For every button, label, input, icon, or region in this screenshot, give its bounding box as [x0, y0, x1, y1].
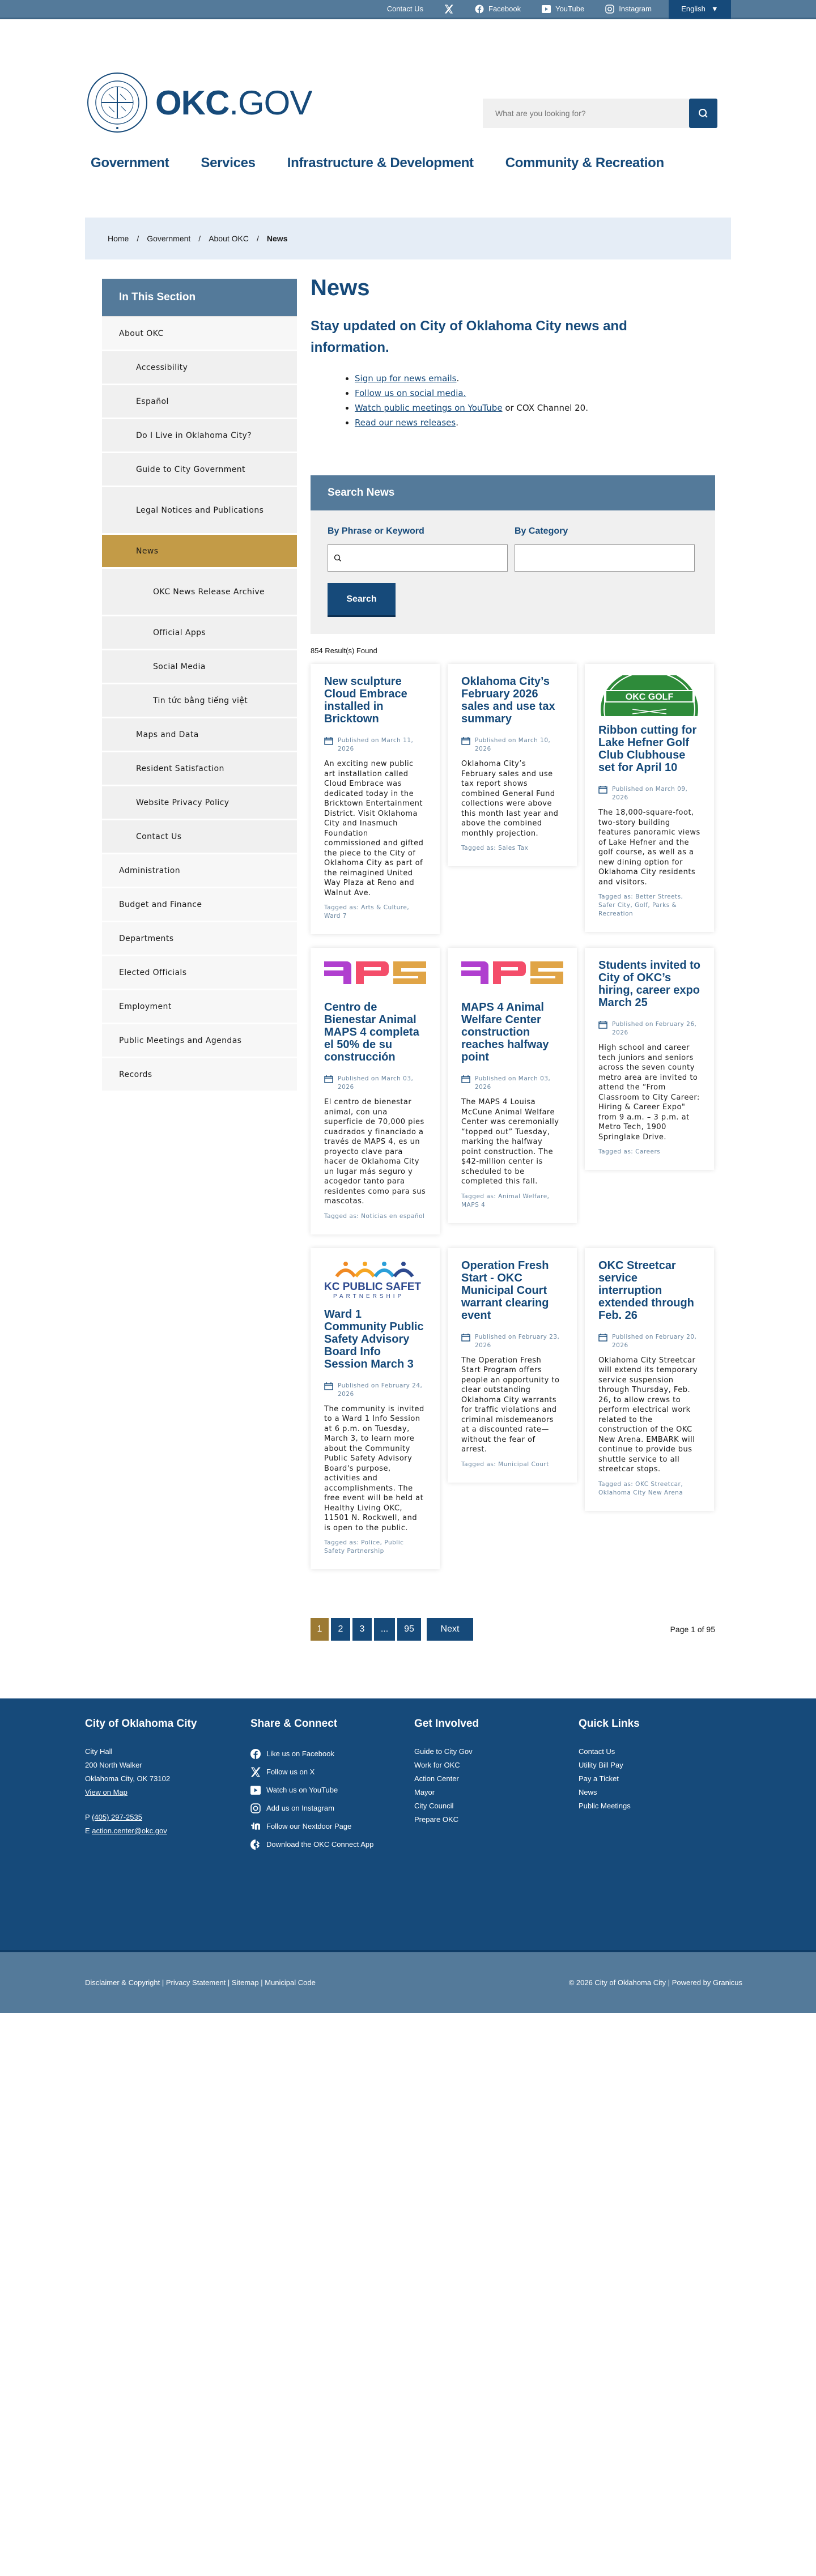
news-card-tags[interactable]: Tagged as: Noticias en español: [324, 1212, 425, 1220]
nav-government[interactable]: Government: [91, 155, 169, 171]
site-logo[interactable]: [86, 71, 312, 134]
instagram-icon: [250, 1803, 261, 1813]
pagination: [311, 1618, 715, 1641]
address-line: 200 North Walker: [85, 1761, 142, 1769]
keyword-input[interactable]: [328, 544, 508, 572]
news-card-title[interactable]: Oklahoma City’s February 2026 sales and use tax summary: [461, 675, 555, 725]
news-card: [448, 948, 577, 1223]
calendar-icon: [324, 1382, 333, 1390]
sidebar-item-resident-satisfaction[interactable]: Resident Satisfaction: [102, 752, 297, 786]
page-info: Page 1 of 95: [670, 1625, 715, 1634]
search-icon: [698, 108, 708, 118]
calendar-icon: [324, 1075, 333, 1083]
social-label: Download the OKC Connect App: [266, 1840, 374, 1849]
news-card-grid: [311, 664, 715, 1569]
language-value: English: [681, 5, 706, 13]
news-card: [585, 948, 714, 1170]
news-emails-link[interactable]: Sign up for news emails: [355, 373, 457, 384]
copyright: © 2026 City of Oklahoma City | Powered by Granicus: [568, 1978, 742, 1987]
search-icon: [334, 554, 342, 562]
main-nav: [0, 155, 816, 218]
svg-text:PARTNERSHIP: PARTNERSHIP: [333, 1293, 405, 1300]
email-prefix: E: [85, 1826, 92, 1835]
social-label: Follow our Nextdoor Page: [266, 1822, 352, 1830]
topbar-youtube-link[interactable]: [541, 4, 584, 14]
footer-okc-connect-link[interactable]: [250, 1836, 373, 1854]
main-content: [311, 275, 715, 1641]
news-card: [448, 1248, 577, 1483]
sidebar-item-departments[interactable]: Departments: [102, 922, 297, 956]
link-suffix: .: [456, 418, 458, 428]
intro-link-item: [355, 371, 715, 386]
instagram-label: Instagram: [619, 5, 652, 13]
news-releases-link[interactable]: Read our news releases: [355, 418, 456, 428]
sidebar-item-records[interactable]: Records: [102, 1058, 297, 1092]
news-card: [585, 1248, 714, 1511]
footer-facebook-link[interactable]: [250, 1745, 373, 1763]
news-card-tags[interactable]: Tagged as: Sales Tax: [461, 845, 529, 851]
footer-link-public-meetings[interactable]: Public Meetings: [579, 1802, 631, 1810]
news-card-date: [324, 1382, 426, 1399]
sidebar-item-elected-officials[interactable]: Elected Officials: [102, 956, 297, 990]
sitemap-link[interactable]: Sitemap: [231, 1978, 259, 1987]
youtube-icon: [250, 1786, 261, 1795]
x-icon: [250, 1767, 261, 1777]
date-text: Published on March 03, 2026: [475, 1075, 551, 1091]
public-safety-partnership-logo[interactable]: [324, 1259, 426, 1300]
utility-bar: [0, 0, 816, 19]
footer-instagram-link[interactable]: [250, 1799, 373, 1817]
news-card: [585, 664, 714, 932]
date-text: Published on March 09, 2026: [612, 786, 688, 801]
svg-text:OKC GOLF: OKC GOLF: [625, 692, 674, 702]
breadcrumb-separator: /: [198, 234, 201, 243]
news-card-title[interactable]: OKC Streetcar service interruption extended through Feb. 26: [598, 1259, 694, 1322]
page-ellipsis[interactable]: ...: [374, 1618, 395, 1641]
footer-city-column: [85, 1718, 197, 1838]
news-card: [311, 664, 440, 934]
news-card-summary: El centro de bienestar animal, con una superficie de 70,000 pies cuadrados y financiado a través de MAPS 4, es un proyecto clave para hacer de Oklahoma City un lugar más seguro y acogedor tanto para residentes como para sus mascotas.: [324, 1098, 426, 1206]
facebook-label: Facebook: [488, 5, 521, 13]
news-card-tags[interactable]: Tagged as: OKC Streetcar, Oklahoma City New Arena: [598, 1480, 683, 1496]
logo-wordmark: OKC.GOV: [155, 83, 312, 122]
facebook-icon: [250, 1749, 261, 1759]
address-line: City Hall: [85, 1747, 113, 1756]
news-card-title[interactable]: MAPS 4 Animal Welfare Center construction reaches halfway point: [461, 1001, 549, 1063]
page-3-button[interactable]: 3: [352, 1618, 372, 1641]
footer-get-involved-column: [414, 1718, 479, 1826]
site-header: [0, 19, 816, 133]
breadcrumb-government[interactable]: Government: [147, 234, 191, 243]
nextdoor-icon: [250, 1821, 261, 1832]
news-card-summary: The community is invited to a Ward 1 Info Session at 6 p.m. on Tuesday, March 3, to learn more about the Community Public Safety Advisory Board's purpose, activities and accomplishments. The free event will be held at Healthy Living OKC, 11501 N. Rockwell, and is open to the public.: [324, 1404, 424, 1532]
news-card-title[interactable]: Centro de Bienestar Animal MAPS 4 completa el 50% de su construcción: [324, 1001, 419, 1063]
footer-share-title: Share & Connect: [250, 1718, 338, 1730]
breadcrumb-home[interactable]: Home: [108, 234, 129, 243]
footer-nextdoor-link[interactable]: [250, 1817, 373, 1836]
sidebar-item-maps-and-data[interactable]: Maps and Data: [102, 718, 297, 752]
calendar-icon: [598, 786, 607, 794]
page-layout: [102, 275, 816, 1641]
address-line: Oklahoma City, OK 73102: [85, 1774, 171, 1783]
okc-golf-logo-image[interactable]: [598, 675, 700, 716]
page-95-button[interactable]: 95: [397, 1618, 421, 1641]
okc-connect-icon: [250, 1840, 261, 1850]
sidebar-item-vietnamese-news[interactable]: Tin tức bằng tiếng việt: [102, 684, 297, 718]
sidebar-item-social-media[interactable]: Social Media: [102, 650, 297, 684]
nav-services[interactable]: Services: [201, 155, 256, 171]
category-select[interactable]: [515, 544, 695, 572]
youtube-meetings-link[interactable]: Watch public meetings on YouTube: [355, 403, 503, 413]
calendar-icon: [461, 1075, 470, 1083]
news-card-tags[interactable]: Tagged as: Municipal Court: [461, 1461, 549, 1468]
news-card-title[interactable]: Students invited to City of OKC’s hiring, career expo March 25: [598, 959, 700, 1009]
section-sidebar: [102, 279, 297, 1641]
date-text: Published on February 23, 2026: [475, 1333, 560, 1349]
news-card-date: [461, 1333, 563, 1350]
language-select[interactable]: [669, 0, 731, 19]
date-text: Published on February 26, 2026: [612, 1021, 697, 1036]
news-card-date: [324, 1075, 426, 1092]
news-card: [311, 948, 440, 1234]
sidebar-item-do-i-live-in-okc[interactable]: Do I Live in Oklahoma City?: [102, 419, 297, 453]
next-page-button[interactable]: Next: [427, 1618, 473, 1641]
calendar-icon: [598, 1334, 607, 1342]
topbar-facebook-link[interactable]: [474, 4, 521, 14]
social-label: Watch us on YouTube: [266, 1786, 338, 1794]
news-card-summary: An exciting new public art installation called Cloud Embrace was dedicated today in the Bricktown Entertainment District. Visit Oklahoma City and Inasmuch Foundation commissioned and gifted the piece to the City of Oklahoma City as part of the reimagined United Way Plaza at Reno and Walnut Ave.: [324, 760, 424, 897]
news-card-tags[interactable]: Tagged as: Animal Welfare, MAPS 4: [461, 1193, 550, 1208]
footer-link-city-council[interactable]: City Council: [414, 1802, 454, 1810]
topbar-x-link[interactable]: [444, 4, 454, 14]
social-media-link[interactable]: Follow us on social media.: [355, 388, 466, 398]
footer-link-contact-us[interactable]: Contact Us: [579, 1747, 615, 1756]
news-card-date: [598, 1333, 700, 1350]
link-suffix: or COX Channel 20.: [502, 403, 588, 413]
footer-bottom-bar: [0, 1952, 816, 2013]
social-label: Like us on Facebook: [266, 1749, 334, 1758]
news-card: [311, 1248, 440, 1570]
youtube-icon: [541, 4, 551, 14]
site-search: [483, 99, 717, 128]
footer-link-mayor[interactable]: Mayor: [414, 1788, 435, 1796]
instagram-icon: [605, 4, 615, 14]
calendar-icon: [461, 1334, 470, 1342]
breadcrumb-about-okc[interactable]: About OKC: [209, 234, 249, 243]
footer-share-column: [250, 1718, 373, 1854]
intro-link-item: [355, 415, 715, 430]
caret-down-icon: ▼: [711, 5, 719, 13]
news-card-summary: High school and career tech juniors and seniors across the seven county metro area are invited to attend the “From Classroom to City Career: Hiring & Career Expo" from 9 a.m. – 3 p.m. at Metro Tech, 1900 Springlake Drive.: [598, 1044, 700, 1142]
footer-youtube-link[interactable]: [250, 1781, 373, 1799]
facebook-icon: [474, 4, 484, 14]
footer-link-pay-a-ticket[interactable]: Pay a Ticket: [579, 1774, 619, 1783]
sidebar-item-espanol[interactable]: Español: [102, 385, 297, 419]
breadcrumb-separator: /: [137, 234, 139, 243]
calendar-icon: [461, 737, 470, 745]
news-card-title[interactable]: Operation Fresh Start - OKC Municipal Court warrant clearing event: [461, 1259, 549, 1322]
page-1-button[interactable]: 1: [311, 1618, 329, 1641]
sidebar-item-news[interactable]: News: [102, 535, 297, 569]
footer-link-work-for-okc[interactable]: Work for OKC: [414, 1761, 460, 1769]
sidebar-item-news-release-archive[interactable]: OKC News Release Archive: [102, 569, 297, 616]
news-card: [448, 664, 577, 866]
intro-links: [355, 371, 715, 430]
email-link[interactable]: action.center@okc.gov: [92, 1826, 167, 1835]
link-suffix: .: [456, 373, 460, 384]
date-text: Published on March 10, 2026: [475, 737, 551, 752]
x-icon: [444, 4, 454, 14]
maps4-logo-image[interactable]: [324, 959, 426, 993]
date-text: Published on February 24, 2026: [338, 1382, 423, 1398]
news-card-summary: Oklahoma City’s February sales and use tax report shows combined General Fund collections were above this month last year and above the combined monthly projection.: [461, 760, 559, 838]
date-text: Published on February 20, 2026: [612, 1333, 697, 1349]
social-label: Follow us on X: [266, 1768, 315, 1776]
news-card-title[interactable]: Ribbon cutting for Lake Hefner Golf Club Clubhouse set for April 10: [598, 724, 697, 774]
sidebar-item-administration[interactable]: Administration: [102, 854, 297, 888]
footer-quick-links-column: [579, 1718, 640, 1813]
footer-quick-title: Quick Links: [579, 1718, 640, 1730]
search-news-panel: [311, 475, 715, 634]
sidebar-item-public-meetings[interactable]: Public Meetings and Agendas: [102, 1024, 297, 1058]
sidebar-item-official-apps[interactable]: Official Apps: [102, 616, 297, 650]
news-card-title[interactable]: Ward 1 Community Public Safety Advisory Board Info Session March 3: [324, 1308, 424, 1370]
sidebar-item-about-okc[interactable]: About OKC: [102, 317, 297, 351]
sidebar-item-guide-to-city-government[interactable]: Guide to City Government: [102, 453, 297, 487]
news-card-date: [598, 1020, 700, 1037]
page-title: News: [311, 275, 370, 300]
site-search-input[interactable]: [483, 99, 689, 128]
social-label: Add us on Instagram: [266, 1804, 334, 1812]
page-2-button[interactable]: 2: [331, 1618, 350, 1641]
breadcrumb-current: News: [266, 234, 288, 243]
sidebar-item-budget-and-finance[interactable]: Budget and Finance: [102, 888, 297, 922]
sidebar-item-employment[interactable]: Employment: [102, 990, 297, 1024]
footer-x-link[interactable]: [250, 1763, 373, 1781]
disclaimer-link[interactable]: Disclaimer & Copyright: [85, 1978, 160, 1987]
category-label: By Category: [515, 526, 568, 536]
municipal-code-link[interactable]: Municipal Code: [265, 1978, 316, 1987]
city-seal-icon: [86, 71, 148, 134]
sidebar-item-contact-us[interactable]: Contact Us: [102, 820, 297, 854]
nav-community-recreation[interactable]: Community & Recreation: [505, 155, 664, 171]
news-card-date: [324, 736, 426, 753]
footer-link-utility-bill-pay[interactable]: Utility Bill Pay: [579, 1761, 623, 1769]
site-search-button[interactable]: [689, 99, 717, 128]
breadcrumb: [85, 218, 731, 259]
news-card-tags[interactable]: Tagged as: Police, Public Safety Partnership: [324, 1539, 404, 1555]
news-card-summary: The MAPS 4 Louisa McCune Animal Welfare Center was ceremonially “topped out” Tuesday, marking the halfway point construction. The $42-million center is scheduled to be completed this fall.: [461, 1098, 559, 1186]
keyword-label: By Phrase or Keyword: [328, 526, 424, 536]
news-card-title[interactable]: New sculpture Cloud Embrace installed in Bricktown: [324, 675, 407, 725]
news-card-tags[interactable]: Tagged as: Careers: [598, 1148, 661, 1155]
maps4-logo-image[interactable]: [461, 959, 563, 993]
date-text: Published on March 11, 2026: [338, 737, 414, 752]
topbar-contact-link[interactable]: [387, 5, 423, 13]
news-card-date: [598, 785, 700, 802]
news-card-summary: Oklahoma City Streetcar will extend its temporary service suspension through Thursday, Feb. 26, to allow crews to perform electrical work related to the construction of the OKC New Arena. EMBARK will continue to provide bus shuttle service to all streetcar stops.: [598, 1356, 698, 1474]
sidebar-item-legal-notices[interactable]: Legal Notices and Publications: [102, 487, 297, 535]
phone-link[interactable]: (405) 297-2535: [92, 1813, 142, 1821]
youtube-label: YouTube: [555, 5, 585, 13]
footer-link-news[interactable]: News: [579, 1788, 597, 1796]
topbar-instagram-link[interactable]: [605, 4, 652, 14]
date-text: Published on March 03, 2026: [338, 1075, 414, 1091]
footer-link-action-center[interactable]: Action Center: [414, 1774, 459, 1783]
news-card-tags[interactable]: Tagged as: Arts & Culture, Ward 7: [324, 904, 410, 919]
site-footer: [0, 1698, 816, 1952]
footer-city-title: City of Oklahoma City: [85, 1718, 197, 1730]
footer-involved-title: Get Involved: [414, 1718, 479, 1730]
search-news-button[interactable]: Search: [328, 583, 396, 617]
sidebar-item-website-privacy-policy[interactable]: Website Privacy Policy: [102, 786, 297, 820]
news-card-tags[interactable]: Tagged as: Better Streets, Safer City, Golf, Parks & Recreation: [598, 893, 683, 917]
sidebar-title: In This Section: [102, 279, 297, 317]
intro-link-item: [355, 401, 715, 415]
news-card-date: [461, 1075, 563, 1092]
search-news-title: Search News: [311, 475, 715, 510]
view-on-map-link[interactable]: View on Map: [85, 1788, 128, 1796]
news-card-date: [461, 736, 563, 753]
intro-link-item: [355, 386, 715, 401]
results-count: 854 Result(s) Found: [311, 646, 377, 655]
footer-link-guide-to-city-gov[interactable]: Guide to City Gov: [414, 1747, 473, 1756]
news-card-summary: The 18,000-square-foot, two-story building features panoramic views of Lake Hefner and the golf course, as well as a new dining option for Oklahoma City residents and visitors.: [598, 808, 700, 887]
breadcrumb-separator: /: [257, 234, 259, 243]
privacy-statement-link[interactable]: Privacy Statement: [165, 1978, 226, 1987]
svg-text:KC PUBLIC SAFET: KC PUBLIC SAFET: [324, 1280, 421, 1293]
contact-label: Contact Us: [386, 5, 423, 13]
nav-infrastructure-development[interactable]: Infrastructure & Development: [287, 155, 474, 171]
calendar-icon: [598, 1021, 607, 1029]
sidebar-item-accessibility[interactable]: Accessibility: [102, 351, 297, 385]
calendar-icon: [324, 737, 333, 745]
intro-heading: Stay updated on City of Oklahoma City news and information.: [311, 318, 627, 355]
legal-links: Disclaimer & Copyright | Privacy Statement | Sitemap | Municipal Code: [85, 1978, 316, 1987]
footer-link-prepare-okc[interactable]: Prepare OKC: [414, 1815, 459, 1824]
news-card-summary: The Operation Fresh Start Program offers people an opportunity to clear outstanding Oklahoma City warrants for traffic violations and criminal misdemeanors at a discounted rate—without the fear of arrest.: [461, 1356, 560, 1454]
phone-prefix: P: [85, 1813, 92, 1821]
